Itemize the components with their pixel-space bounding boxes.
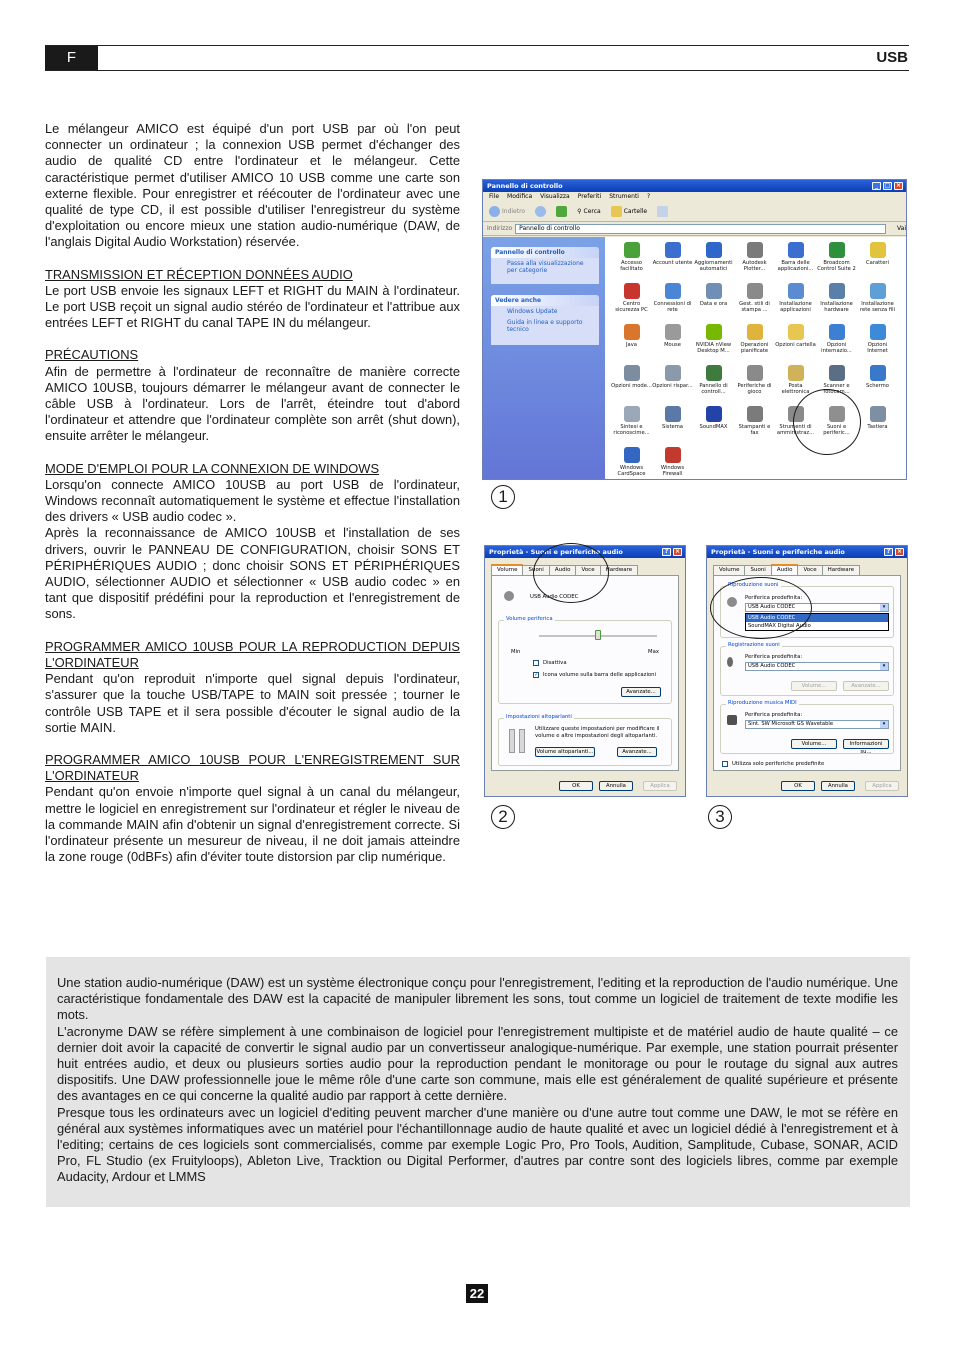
applet-label: Installazione hardware (820, 301, 853, 313)
max-label: Max (648, 649, 659, 655)
applet-label: Installazione rete senza fili (860, 301, 895, 313)
paragraph-precautions: Afin de permettre à l'ordinateur de reconnaître de manière correcte AMICO 10USB, toujours démarrer le mélangeur avant de connecter le câble USB à l'ordinateur. Lors de l'arrêt, éteindre tout d'abord l'ordinateur et attendre que l'ordinateur complète son arrêt (shut down), ensuite arrêter le mélangeur. (45, 363, 460, 444)
heading-transmission: TRANSMISSION ET RÉCEPTION DONNÉES AUDIO (45, 266, 353, 282)
chevron-down-icon[interactable]: ▾ (880, 663, 888, 670)
applet-label: Opzioni Internet (867, 342, 888, 354)
ok-button[interactable]: OK (781, 781, 815, 791)
tab-voice[interactable]: Voce (575, 565, 600, 575)
back-label: Indietro (502, 208, 526, 215)
applet-icon (665, 365, 681, 381)
midi-device-value: Sint. SW Microsoft GS Wavetable (748, 721, 834, 727)
daw-paragraph-3: Presque tous les ordinateurs avec un logiciel d'editing peuvent marcher d'une manière ou d'une autre tout comme une DAW, le mot se réfère en général aux systèmes informatiques avec un matériel pour l'échantillonnage audio de haute qualité et avec un logiciel dédié à l'enregistrement et à l'editing; certains de ces logiciels sont commercialisés, comme par exemple Logic Pro, Pro Tools, Audition, Samplitude, Cubase, SONAR, ACID Pro, FL Studio (ex Fruityloops), Ableton Live, Tracktion ou Digital Performer, d'autres par contre sont des logiciels libres, comme par exemple Audacity, Ardour et LMMS (57, 1104, 898, 1185)
left-column (45, 121, 460, 865)
cancel-button[interactable]: Annulla (821, 781, 855, 791)
applet-label: Windows CardSpace (617, 465, 646, 477)
cp-icon-item[interactable] (693, 322, 734, 362)
playback-pref-label: Periferica predefinita: (745, 595, 803, 601)
midi-volume-button[interactable]: Volume... (791, 739, 837, 749)
heading-recording: PROGRAMMER AMICO 10USB POUR L'ENREGISTREMENT SUR L'ORDINATEUR (45, 751, 460, 784)
tab-audio[interactable]: Audio (549, 565, 577, 575)
forward-arrow-icon[interactable] (535, 206, 546, 217)
applet-label: Opzioni cartella (775, 342, 816, 348)
applet-icon (788, 365, 804, 381)
device-volume-group (498, 616, 672, 704)
recording-group (720, 642, 894, 696)
applet-icon (747, 365, 763, 381)
views-icon[interactable] (657, 206, 668, 217)
dlg3-title: Proprietà - Suoni e periferiche audio (711, 548, 845, 556)
microphone-icon (727, 657, 733, 667)
cp-icon-item[interactable] (816, 240, 857, 280)
cp-icon-item[interactable] (693, 281, 734, 321)
applet-icon (706, 365, 722, 381)
applet-label: Account utente (652, 260, 693, 266)
applet-icon (665, 324, 681, 340)
address-bar (483, 222, 906, 236)
applet-icon (624, 406, 640, 422)
search-icon: ⚲ (577, 208, 582, 215)
cp-icon-item[interactable] (611, 240, 652, 280)
windows-update-link[interactable]: Windows Update (507, 308, 558, 315)
device-volume-label: Volume periferica (506, 616, 553, 622)
mute-checkbox[interactable] (533, 660, 539, 666)
tab-volume[interactable]: Volume (713, 565, 745, 575)
dropdown-option-soundmax[interactable]: SoundMAX Digital Audio (748, 623, 811, 629)
back-button[interactable] (489, 206, 525, 217)
cp-icon-item[interactable] (611, 322, 652, 362)
playback-device-value: USB Audio CODEC (748, 604, 796, 610)
dlg3-tabs (713, 565, 901, 575)
applet-label: Java (626, 342, 637, 348)
daw-text (57, 975, 898, 1186)
paragraph-transmission: Le port USB envoie les signaux LEFT et RIGHT du MAIN à l'ordinateur. Le port USB reçoit un signal audio stéréo de l'ordinateur et l'attribue aux entrées LEFT et RIGHT du canal TAPE IN du mélangeur. (45, 282, 460, 331)
min-label: Min (511, 649, 521, 655)
cp-icon-item[interactable] (652, 445, 693, 480)
applet-label: Opzioni internazio... (821, 342, 852, 354)
midi-info-button[interactable]: Informazioni su... (843, 739, 889, 749)
chevron-down-icon[interactable]: ▾ (880, 604, 888, 611)
applet-label: Tastiera (867, 424, 888, 430)
applet-icon (870, 242, 886, 258)
cp-icon-item[interactable] (652, 281, 693, 321)
heading-playback: PROGRAMMER AMICO 10USB POUR LA REPRODUCTION DEPUIS L'ORDINATEUR (45, 638, 460, 670)
midi-group (720, 700, 894, 755)
applet-label: Operazioni pianificate (740, 342, 769, 354)
cp-icon-item[interactable] (611, 404, 652, 444)
up-folder-icon[interactable] (556, 206, 567, 217)
recording-volume-button[interactable]: Volume... (791, 681, 837, 691)
applet-icon (624, 283, 640, 299)
applet-label: Sintesi e riconoscime... (613, 424, 650, 436)
cp-icon-grid (611, 240, 901, 480)
cp-icon-item[interactable] (693, 240, 734, 280)
paragraph-windows-b: Après la reconnaissance de AMICO 10USB et l'installation de ses drivers, ouvrir le PANNEAU DE CONFIGURATION, choisir SONS ET PÉRIPHÉRIQUES AUDIO ; donc choisir SONS ET PÉRIPHÉRIQUES AUDIO, sélectionner AUDIO et sélectionner « USB audio codec » en tant que dispositif prédéfini pour la reproduction et l'enregistrement de sons. (45, 525, 460, 622)
switch-category-link[interactable]: Passa alla visualizzazione per categorie (507, 260, 584, 274)
help-support-link[interactable]: Guida in linea e supporto tecnico (507, 319, 583, 333)
applet-icon (747, 324, 763, 340)
recording-device-value: USB Audio CODEC (748, 663, 796, 669)
speaker-advanced-button[interactable]: Avanzate... (617, 747, 657, 757)
cp-icon-item[interactable] (652, 363, 693, 403)
cp-icon-item[interactable] (734, 322, 775, 362)
tab-volume[interactable]: Volume (491, 564, 523, 575)
folders-button[interactable] (611, 206, 647, 217)
step-number-1: 1 (491, 485, 515, 509)
highlight-circle-sounds (793, 389, 861, 455)
applet-icon (829, 365, 845, 381)
applet-icon (829, 242, 845, 258)
applet-label: Caratteri (866, 260, 889, 266)
cp-icon-item[interactable] (693, 363, 734, 403)
cp-icon-item[interactable] (734, 240, 775, 280)
applet-icon (706, 324, 722, 340)
applet-icon (870, 283, 886, 299)
menu-item[interactable]: Preferiti (577, 193, 602, 200)
sidebar-title-see-also: Vedere anche (491, 295, 599, 306)
cp-icon-item[interactable] (611, 445, 652, 480)
midi-device-select[interactable] (745, 720, 889, 729)
applet-label: Autodesk Plotter... (742, 260, 767, 272)
applet-icon (829, 324, 845, 340)
applet-icon (788, 283, 804, 299)
step-number-3: 3 (708, 805, 732, 829)
search-button[interactable] (577, 208, 601, 215)
applet-icon (665, 447, 681, 463)
applet-label: Broadcom Control Suite 2 (817, 260, 856, 272)
chevron-down-icon[interactable]: ▾ (880, 721, 888, 728)
recording-label: Registrazione suoni (728, 642, 780, 648)
cp-icon-item[interactable] (734, 281, 775, 321)
page-number: 22 (466, 1284, 488, 1303)
right-speaker-icon (519, 729, 525, 753)
tab-hardware[interactable]: Hardware (600, 565, 639, 575)
sidebar-panel-control (491, 247, 599, 284)
cp-icon-item[interactable] (857, 281, 898, 321)
menu-item[interactable]: Modifica (507, 193, 533, 200)
default-only-label: Utilizza solo periferiche predefinite (732, 761, 825, 767)
applet-label: Sistema (662, 424, 683, 430)
cancel-button[interactable]: Annulla (599, 781, 633, 791)
volume-slider-thumb[interactable] (595, 630, 601, 640)
minimize-icon[interactable]: _ (872, 182, 881, 190)
menu-item[interactable]: ? (646, 193, 651, 200)
applet-icon (665, 242, 681, 258)
paragraph-windows-a: Lorsqu'on connecte AMICO 10USB au port USB de l'ordinateur, Windows reconnaît automatiquement le système et effectue l'installation des drivers « USB audio codec ». (45, 476, 460, 525)
speaker-volume-button[interactable]: Volume altoparlanti... (536, 749, 594, 755)
applet-icon (624, 242, 640, 258)
applet-label: Centro sicurezza PC (615, 301, 648, 313)
speaker-settings-label: Impostazioni altoparlanti (506, 714, 572, 720)
advanced-volume-button[interactable]: Avanzate... (621, 687, 661, 697)
heading-precautions: PRÉCAUTIONS (45, 347, 139, 363)
applet-label: Opzioni rispar... (652, 383, 693, 389)
close-icon[interactable]: × (896, 548, 903, 555)
applet-label: Connessioni di rete (653, 301, 692, 313)
menu-item[interactable]: File (489, 193, 500, 200)
dropdown-option-usb[interactable]: USB Audio CODEC (746, 614, 888, 622)
go-button[interactable]: Vai (897, 225, 906, 232)
speaker-icon (504, 591, 514, 601)
folders-icon (611, 206, 622, 217)
tab-hardware[interactable]: Hardware (822, 565, 861, 575)
applet-icon (788, 324, 804, 340)
cp-icon-item[interactable] (652, 322, 693, 362)
applet-label: Gest. stili di stampa ... (739, 301, 770, 313)
device-name: USB Audio CODEC (530, 594, 579, 600)
cp-toolbar (483, 202, 906, 222)
tab-voice[interactable]: Voce (797, 565, 822, 575)
applet-icon (665, 406, 681, 422)
address-label: Indirizzo (487, 225, 513, 232)
recording-advanced-button[interactable]: Avanzate... (843, 681, 889, 691)
applet-label: Data e ora (699, 301, 728, 307)
highlight-circle-audio-tab (533, 543, 609, 603)
applet-icon (747, 283, 763, 299)
applet-icon (624, 324, 640, 340)
menu-item[interactable]: Strumenti (609, 193, 639, 200)
step-number-2: 2 (491, 805, 515, 829)
sidebar-title-control: Pannello di controllo (491, 247, 599, 258)
sidebar-panel-see-also (491, 295, 599, 345)
highlight-circle-playback-device (710, 577, 812, 639)
applet-label: Posta elettronica (781, 383, 810, 395)
ok-button[interactable]: OK (559, 781, 593, 791)
close-icon[interactable]: × (895, 182, 902, 189)
address-input[interactable]: Pannello di controllo (515, 224, 886, 234)
tab-audio[interactable]: Audio (771, 564, 799, 575)
applet-label: Scanner e fotocam... (823, 383, 850, 395)
apply-button[interactable]: Applica (643, 781, 677, 791)
applet-icon (870, 324, 886, 340)
applet-icon (870, 365, 886, 381)
cp-icon-item[interactable] (816, 322, 857, 362)
applet-label: Strumenti di amministraz... (776, 424, 815, 436)
cp-icon-item[interactable] (775, 281, 816, 321)
paragraph-recording: Pendant qu'on envoie n'importe quel signal à un canal du mélangeur, mettre le logiciel en enregistrement sur l'ordinateur et régler le niveau de la commande MAIN afin d'obtenir un signal d'enregistrement correcte. Si l'ordinateur présente un mesureur de niveau, il ne doit jamais atteindre la zone rouge (0dBFs) afin d'éviter toute distorsion par clip numérique. (45, 784, 460, 865)
tab-sounds[interactable]: Suoni (744, 565, 771, 575)
applet-icon (706, 283, 722, 299)
applet-label: Schermo (866, 383, 889, 389)
header-band (45, 45, 909, 71)
applet-label: Installazione applicazioni (779, 301, 812, 313)
cp-icon-item[interactable] (816, 281, 857, 321)
daw-paragraph-1: Une station audio-numérique (DAW) est un système électronique conçu pour l'enregistrement, l'editing et la reproduction de l'audio numérique. Une caractéristique fondamentale des DAW est la capacité de manipuler librement les sons, tout comme un logiciel de traitement de texte modifie les mots. (57, 975, 898, 1023)
help-icon[interactable]: ? (662, 548, 671, 556)
cp-icon-item[interactable] (611, 281, 652, 321)
applet-icon (665, 283, 681, 299)
cp-icon-item[interactable] (652, 240, 693, 280)
applet-label: Opzioni mode... (611, 383, 652, 389)
cp-icon-item[interactable] (857, 322, 898, 362)
cp-icon-item[interactable] (611, 363, 652, 403)
menu-item[interactable]: Visualizza (540, 193, 570, 200)
midi-keyboard-icon (727, 715, 737, 725)
apply-button[interactable]: Applica (865, 781, 899, 791)
cp-icon-item[interactable] (652, 404, 693, 444)
daw-paragraph-2: L'acronyme DAW se réfère simplement à une combinaison de logiciel pour l'enregistrement multipiste et de matériel audio de haute qualité – ce dernier doit avoir la capacité de convertir le signal audio par un convertisseur analogique-numérique. Par exemple, une station pourrait présenter huit entrées audio, et deux ou plusieurs sorties audio pour la reproduction pendant le monitorage ou pour le routage du signal aux autres dispositifs. Une DAW professionnelle joue le même rôle d'une carte son commune, mais elle est généralement de qualité supérieure et présente des avantages en ce qui concerne la qualité audio par rapport à cette dernière. (57, 1023, 898, 1104)
applet-label: Accesso facilitato (620, 260, 643, 272)
applet-icon (706, 242, 722, 258)
applet-icon (870, 406, 886, 422)
cp-title-bar (483, 180, 906, 192)
tray-label: Icona volume sulla barra delle applicazioni (543, 672, 656, 678)
cp-icon-item[interactable] (775, 240, 816, 280)
mute-label: Disattiva (543, 660, 567, 666)
default-only-checkbox[interactable] (722, 761, 728, 767)
applet-label: Suoni e periferic... (823, 424, 850, 436)
recording-device-select[interactable] (745, 662, 889, 671)
left-speaker-icon (509, 729, 515, 753)
paragraph-playback: Pendant qu'on reproduit n'importe quel signal depuis l'ordinateur, s'assurer que la touche USB/TAPE to MAIN soit pressée ; tourner le contrôle USB TAPE et il sera possible d'écouter le signal audio de la sortie MAIN. (45, 671, 460, 735)
intro-paragraph: Le mélangeur AMICO est équipé d'un port USB par où l'on peut connecter un ordinateur ; la connexion USB permet d'échanger des audio de qualité CD entre l'ordinateur et le mélangeur. Cette caractéristique permet d'utiliser AMICO 10 USB comme une carte son externe flexible. Pour enregistrer et réécouter de l'ordinateur avec une qualité de type CD, il est possible d'utiliser l'enregistreur du système d'exploitation ou encore mieux une station audio-numérique (DAW, de l'anglais Digital Audio Workstation) réservée. (45, 121, 460, 250)
tray-checkbox[interactable]: ✓ (534, 671, 540, 678)
back-arrow-icon (489, 206, 500, 217)
folders-label: Cartelle (623, 208, 648, 215)
midi-pref-label: Periferica predefinita: (745, 712, 803, 718)
applet-label: Aggiornamenti automatici (694, 260, 733, 272)
cp-icon-item[interactable] (734, 404, 775, 444)
cp-icon-item[interactable] (693, 404, 734, 444)
recording-pref-label: Periferica predefinita: (745, 654, 803, 660)
cp-title: Pannello di controllo (487, 182, 563, 190)
cp-icon-item[interactable] (857, 404, 898, 444)
applet-label: Pannello di controll... (699, 383, 728, 395)
applet-icon (788, 242, 804, 258)
applet-icon (624, 447, 640, 463)
heading-windows: MODE D'EMPLOI POUR LA CONNEXION DE WINDOWS (45, 460, 380, 476)
applet-icon (624, 365, 640, 381)
dlg2-panel (491, 575, 679, 771)
cp-menubar (483, 192, 906, 202)
applet-icon (747, 406, 763, 422)
language-tag: F (45, 46, 98, 70)
section-title: USB (876, 49, 908, 66)
search-label: Cerca (583, 208, 601, 215)
daw-info-box (46, 957, 910, 1207)
applet-label: Stampanti e fax (738, 424, 771, 436)
dlg3-title-bar (707, 546, 907, 558)
cp-icon-item[interactable] (857, 240, 898, 280)
maximize-icon[interactable]: □ (884, 182, 891, 189)
cp-icon-item[interactable] (775, 322, 816, 362)
applet-label: Periferiche di gioco (737, 383, 772, 395)
cp-icon-item[interactable] (734, 363, 775, 403)
dlg2-title: Proprietà - Suoni e periferiche audio (489, 548, 623, 556)
applet-label: Mouse (664, 342, 681, 348)
applet-label: Windows Firewall (660, 465, 685, 477)
applet-label: Barra delle applicazioni... (777, 260, 814, 272)
help-icon[interactable]: ? (884, 548, 893, 556)
playback-label: Riproduzione suoni (728, 582, 779, 588)
applet-label: NVIDIA nView Desktop M... (695, 342, 732, 354)
close-icon[interactable]: × (674, 548, 681, 555)
speaker-settings-group (498, 714, 672, 766)
cp-icon-item[interactable] (857, 363, 898, 403)
midi-label: Riproduzione musica MIDI (728, 700, 797, 706)
applet-icon (747, 242, 763, 258)
applet-icon (706, 406, 722, 422)
speaker-settings-text: Utilizzare queste impostazioni per modificare il volume e altre impostazioni degli altoparlanti. (535, 726, 660, 739)
cp-sidebar (483, 237, 605, 479)
applet-label: SoundMAX (699, 424, 728, 430)
tab-sounds[interactable]: Suoni (522, 565, 549, 575)
applet-icon (829, 283, 845, 299)
